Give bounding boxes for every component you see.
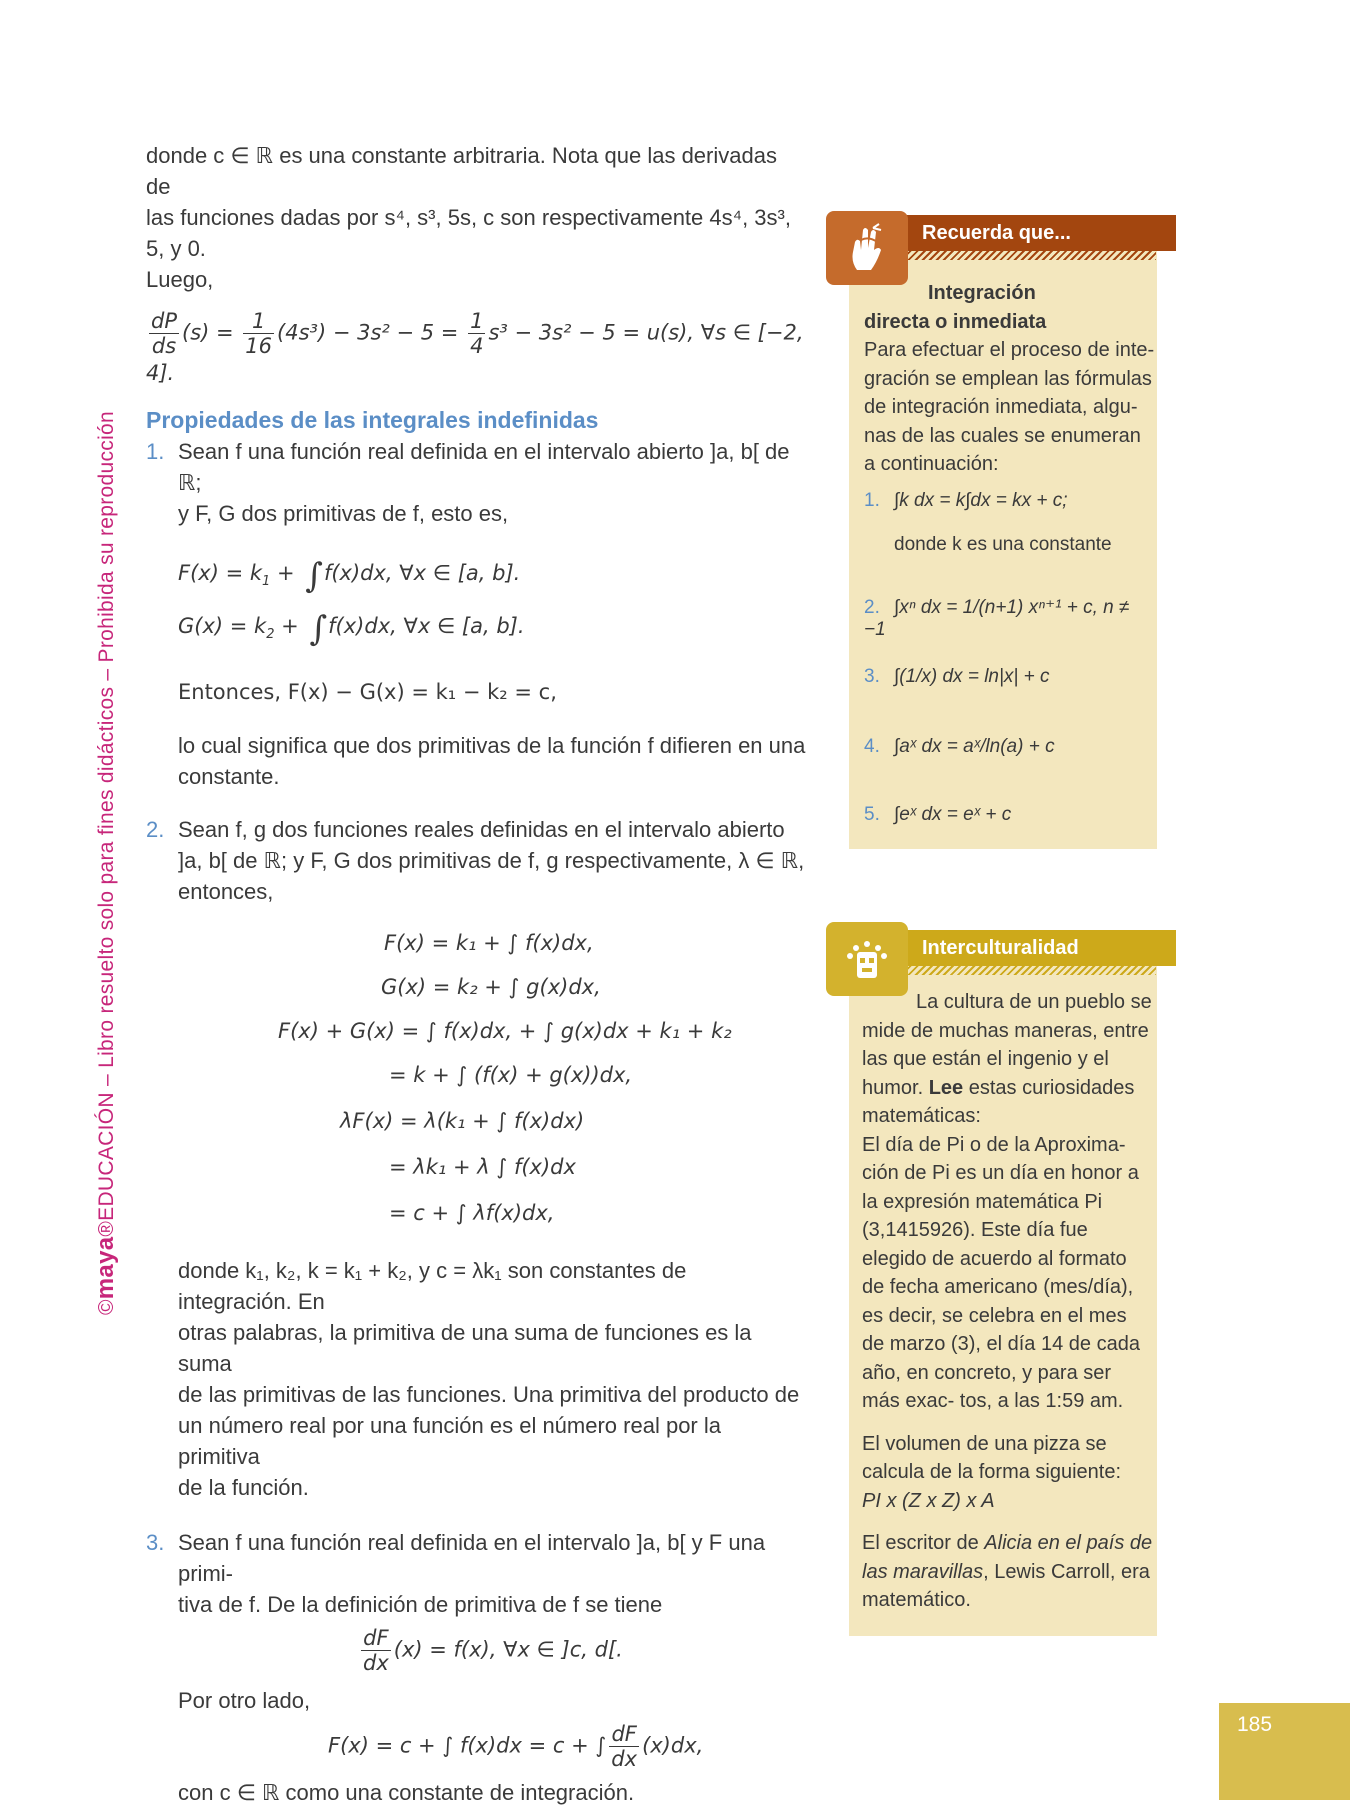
- copyright-symbol: ©: [95, 1299, 118, 1315]
- formula-note: donde k es una constante: [894, 534, 1112, 555]
- equation-df: $\frac{dF}{dx}$ (x) = f(x), ∀x ∈ ]c, d[.: [363, 1626, 623, 1676]
- intro-line: Luego,: [146, 267, 214, 292]
- property-text: otras palabras, la primitiva de una suma de funciones es la suma: [178, 1320, 752, 1377]
- main-column: [146, 140, 806, 1808]
- intercultural-paragraph: estas curiosidades matemáticas:: [862, 1076, 1135, 1127]
- tab-hatch: [902, 251, 1156, 260]
- registered-symbol: ®: [95, 1220, 118, 1237]
- property-text: donde k₁, k₂, k = k₁ + k₂, y c = λk₁ son constantes de integración. En: [178, 1258, 687, 1315]
- carroll-text: , Lewis Carroll, era matemático.: [862, 1560, 1150, 1611]
- property-1: [146, 436, 806, 792]
- intro-line: donde c ∈ ℝ es una constante arbitraria. Nota que las derivadas de: [146, 143, 777, 199]
- section-title: Propiedades de las integrales indefinidas: [146, 407, 599, 433]
- intro-line: las funciones dadas por s⁴, s³, 5s, c son respectivamente 4s⁴, 3s³, 5, y 0.: [146, 205, 791, 261]
- property-text: de las primitivas de las funciones. Una primitiva del producto de: [178, 1382, 800, 1408]
- interculturality-text: [862, 988, 1154, 1615]
- property-text: Sean f una función real definida en el intervalo abierto ]a, b[ de ℝ;: [178, 439, 790, 495]
- equation-block: F(x) = k₁ + ∫ f(x)dx, G(x) = k₂ + ∫ g(x)dx, F(x) + G(x) = ∫ f(x)dx, + ∫ g(x)dx + k₁ + k₂ = k + ∫ (f(x) + g(x))dx, λF(x) = λ(k₁ + ∫ f(x)dx) = λk₁ + λ ∫ f(x)dx = c + ∫ λf(x)dx,: [278, 931, 732, 1226]
- rail-text: EDUCACIÓN – Libro resuelto solo para fines didácticos – Prohibida su reproducción: [95, 410, 118, 1221]
- intercultural-paragraph: La cultura de un pueblo se mide de muchas maneras, entre las que están el ingenio y el humor.: [862, 991, 1152, 1099]
- property-text: entonces,: [178, 879, 274, 905]
- formula-item: 1. ∫k dx = k∫dx = kx + c;: [864, 490, 1068, 511]
- then-line: Entonces, F(x) − G(x) = k₁ − k₂ = c,: [178, 680, 557, 705]
- formula-item: 4. ∫aˣ dx = aˣ/ln(a) + c: [864, 736, 1055, 757]
- interculturality-tab: Interculturalidad: [902, 930, 1176, 966]
- property-text: ]a, b[ de ℝ; y F, G dos primitivas de f, g respectivamente, λ ∈ ℝ,: [178, 848, 805, 874]
- property-text: un número real por una función es el número real por la primitiva: [178, 1413, 721, 1470]
- property-text: constante.: [178, 764, 280, 790]
- mask-icon: [826, 922, 908, 996]
- formula-item: 3. ∫(1/x) dx = ln|x| + c: [864, 666, 1050, 687]
- reminder-text: [864, 279, 1156, 479]
- reminder-title: directa o inmediata: [864, 310, 1047, 333]
- formula-item: 2. ∫xⁿ dx = 1/(n+1) xⁿ⁺¹ + c, n ≠ −1: [864, 597, 1130, 640]
- property-text: lo cual significa que dos primitivas de la función f difieren en una: [178, 733, 806, 759]
- reminder-title: Integración: [928, 282, 1036, 304]
- finger-string-icon: [826, 211, 908, 285]
- equation-dp: $\frac{dP}{ds}$ (s) = $\frac{1}{16}$ (4s³) − 3s² − 5 = $\frac{1}{4}$ s³ − 3s² − 5 = u(s), ∀s ∈ [−2, 4].: [146, 309, 804, 385]
- property-text: y F, G dos primitivas de f, esto es,: [178, 501, 509, 526]
- pi-day-paragraph: El día de Pi o de la Aproxima- ción de Pi es un día en honor a la expresión matemática Pi (3,1415926). Este día fue elegido de acuerdo al formato de fecha americano (mes/día), es decir, se celebra en el mes de marzo (3), el día 14 de cada año, en concreto, y para ser más exac- tos, a las 1:59 am.: [862, 1133, 1140, 1412]
- property-text: con c ∈ ℝ como una constante de integración.: [178, 1780, 635, 1806]
- reminder-body: Para efectuar el proceso de inte- gración se emplean las fórmulas de integración inmediata, algu- nas de las cuales se enumeran a continuación:: [864, 339, 1155, 475]
- formula-list: [864, 490, 1154, 844]
- carroll-text: El escritor de: [862, 1532, 979, 1554]
- copyright-rail: [92, 411, 120, 1315]
- list-number: 1.: [146, 439, 165, 464]
- pizza-formula: PI x (Z x Z) x A: [862, 1489, 995, 1512]
- list-number: 2.: [146, 817, 165, 843]
- page-number: 185: [1219, 1703, 1350, 1800]
- brand-logo: maya: [92, 1236, 119, 1300]
- bold-word: Lee: [928, 1076, 964, 1099]
- list-number: 3.: [146, 1530, 165, 1556]
- pizza-paragraph: El volumen de una pizza se calcula de la forma siguiente:: [862, 1432, 1122, 1483]
- property-text: de la función.: [178, 1475, 309, 1501]
- tab-hatch: [902, 966, 1156, 975]
- equation-block: $F(x) = k_1 + \int f(x)dx$, ∀x ∈ [a, b]. $G(x) = k_2 + \int f(x)dx$, ∀x ∈ [a, b].: [178, 556, 525, 650]
- equation-block: F(x) = c + ∫ f(x)dx = c + ∫ $\frac{dF}{dx}$ (x)dx,: [328, 1722, 704, 1772]
- property-text: tiva de f. De la definición de primitiva de f se tiene: [178, 1592, 663, 1618]
- property-text: Por otro lado,: [178, 1688, 311, 1714]
- reminder-tab: Recuerda que...: [902, 215, 1176, 251]
- property-3: [146, 1527, 806, 1808]
- property-2: [146, 814, 806, 1503]
- formula-item: 5. ∫eˣ dx = eˣ + c: [864, 804, 1012, 825]
- property-text: Sean f, g dos funciones reales definidas en el intervalo abierto: [178, 817, 785, 843]
- property-text: Sean f una función real definida en el intervalo ]a, b[ y F una primi-: [178, 1530, 766, 1587]
- book-title: Alicia en el país de las maravillas: [862, 1532, 1153, 1583]
